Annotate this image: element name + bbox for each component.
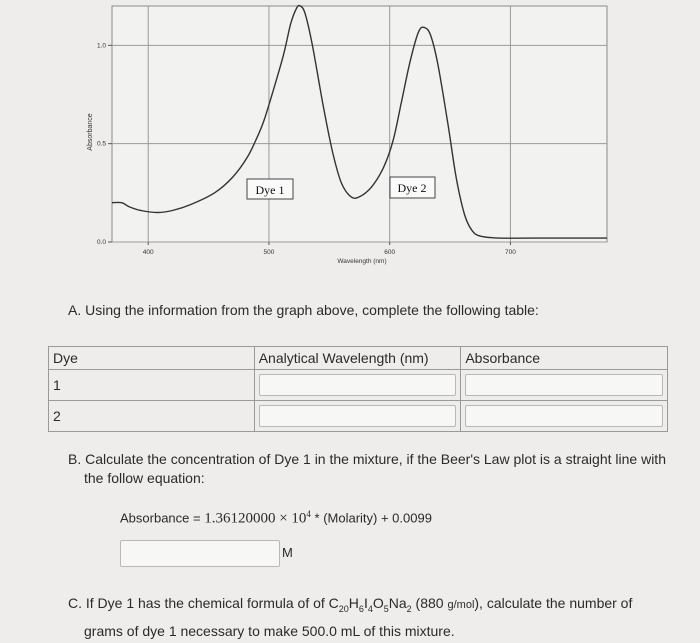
dye1-label: Dye 1 (255, 183, 285, 197)
y-tick-label: 1.0 (96, 42, 106, 50)
col-header-wavelength: Analytical Wavelength (nm) (254, 347, 461, 370)
y-tick-label: 0.0 (96, 239, 106, 246)
table-row (49, 370, 668, 401)
absorbance-input-1[interactable] (465, 374, 663, 396)
question-b-text (68, 450, 678, 488)
wavelength-input-2[interactable] (259, 405, 457, 427)
x-tick-label: 600 (384, 249, 396, 256)
x-tick-label: 700 (504, 249, 516, 256)
y-tick-label: 0.5 (96, 140, 106, 148)
dye2-label: Dye 2 (397, 181, 427, 195)
dye-number: 2 (49, 401, 255, 432)
col-header-dye: Dye (49, 347, 255, 370)
col-header-absorbance: Absorbance (461, 347, 668, 370)
x-tick-label: 500 (263, 249, 275, 256)
x-tick-label: 400 (142, 249, 154, 256)
x-axis-label: Wavelength (nm) (337, 258, 387, 265)
question-c-text (68, 592, 683, 642)
question-b-line2: the follow equation: (84, 470, 205, 486)
question-c-line1: C. If Dye 1 has the chemical formula of of $C_{20}H_6I_4O_5Na_2$ (880 g/mol), calculate the number of (68, 595, 633, 614)
molarity-answer-input[interactable] (120, 540, 280, 567)
absorbance-input-2[interactable] (465, 405, 663, 427)
wavelength-input-1[interactable] (259, 374, 457, 396)
question-b-line1: B. Calculate the concentration of Dye 1 in the mixture, if the Beer's Law plot is a straight line with (68, 451, 666, 467)
molarity-unit: M (282, 545, 293, 560)
y-axis-label: Absorbance (87, 113, 94, 151)
question-c-line2: grams of dye 1 necessary to make 500.0 mL of this mixture. (84, 622, 455, 639)
dye-table (48, 346, 668, 432)
table-row (49, 401, 668, 432)
beers-law-equation: Absorbance = $1.36120000 \times 10^4$ * (Molarity) + 0.0099 (120, 509, 432, 527)
question-a-text: A. Using the information from the graph above, complete the following table: (68, 302, 539, 318)
absorbance-chart (0, 0, 700, 290)
dye-number: 1 (49, 370, 255, 401)
